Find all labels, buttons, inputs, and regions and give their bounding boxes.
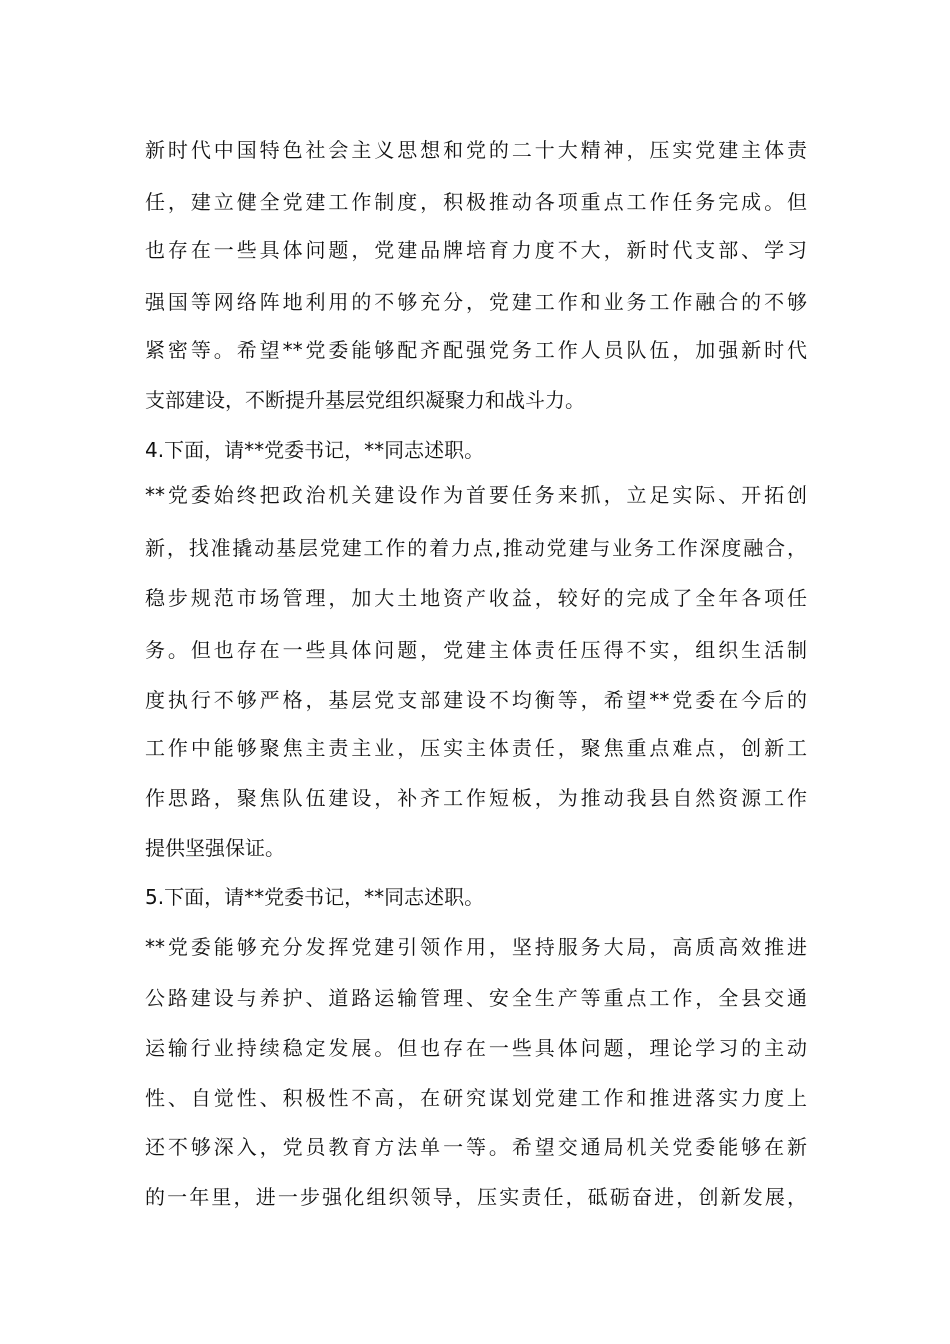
paragraph-line: **党委能够充分发挥党建引领作用，坚持服务大局，高质高效推进	[145, 935, 807, 959]
paragraph-line: **党委始终把政治机关建设作为首要任务来抓，立足实际、开拓创	[145, 483, 807, 507]
paragraph-line: 也存在一些具体问题，党建品牌培育力度不大，新时代支部、学习	[145, 238, 807, 262]
paragraph-line: 强国等网络阵地利用的不够充分，党建工作和业务工作融合的不够	[145, 290, 807, 314]
paragraph-line: 新时代中国特色社会主义思想和党的二十大精神，压实党建主体责	[145, 138, 807, 162]
paragraph-line: 工作中能够聚焦主责主业，压实主体责任，聚焦重点难点，创新工	[145, 736, 807, 760]
paragraph-line: 紧密等。希望**党委能够配齐配强党务工作人员队伍，加强新时代	[145, 338, 807, 362]
paragraph-line: 任，建立健全党建工作制度，积极推动各项重点工作任务完成。但	[145, 190, 807, 214]
paragraph-line: 支部建设，不断提升基层党组织凝聚力和战斗力。	[145, 388, 585, 412]
section-heading: 5.下面，请**党委书记，**同志述职。	[145, 885, 485, 909]
paragraph-line: 性、自觉性、积极性不高，在研究谋划党建工作和推进落实力度上	[145, 1086, 807, 1110]
paragraph-line: 务。但也存在一些具体问题，党建主体责任压得不实，组织生活制	[145, 638, 807, 662]
paragraph-line: 的一年里，进一步强化组织领导，压实责任，砥砺奋进，创新发展，	[145, 1185, 807, 1209]
paragraph-line: 运输行业持续稳定发展。但也存在一些具体问题，理论学习的主动	[145, 1036, 807, 1060]
paragraph-line: 公路建设与养护、道路运输管理、安全生产等重点工作，全县交通	[145, 986, 807, 1010]
paragraph-line: 提供坚强保证。	[145, 836, 285, 860]
paragraph-line: 稳步规范市场管理，加大土地资产收益，较好的完成了全年各项任	[145, 586, 807, 610]
paragraph-line: 还不够深入，党员教育方法单一等。希望交通局机关党委能够在新	[145, 1135, 807, 1159]
section-heading: 4.下面，请**党委书记，**同志述职。	[145, 438, 485, 462]
paragraph-line: 度执行不够严格，基层党支部建设不均衡等，希望**党委在今后的	[145, 688, 807, 712]
paragraph-line: 作思路，聚焦队伍建设，补齐工作短板，为推动我县自然资源工作	[145, 786, 807, 810]
paragraph-line: 新，找准撬动基层党建工作的着力点,推动党建与业务工作深度融合，	[145, 536, 807, 560]
